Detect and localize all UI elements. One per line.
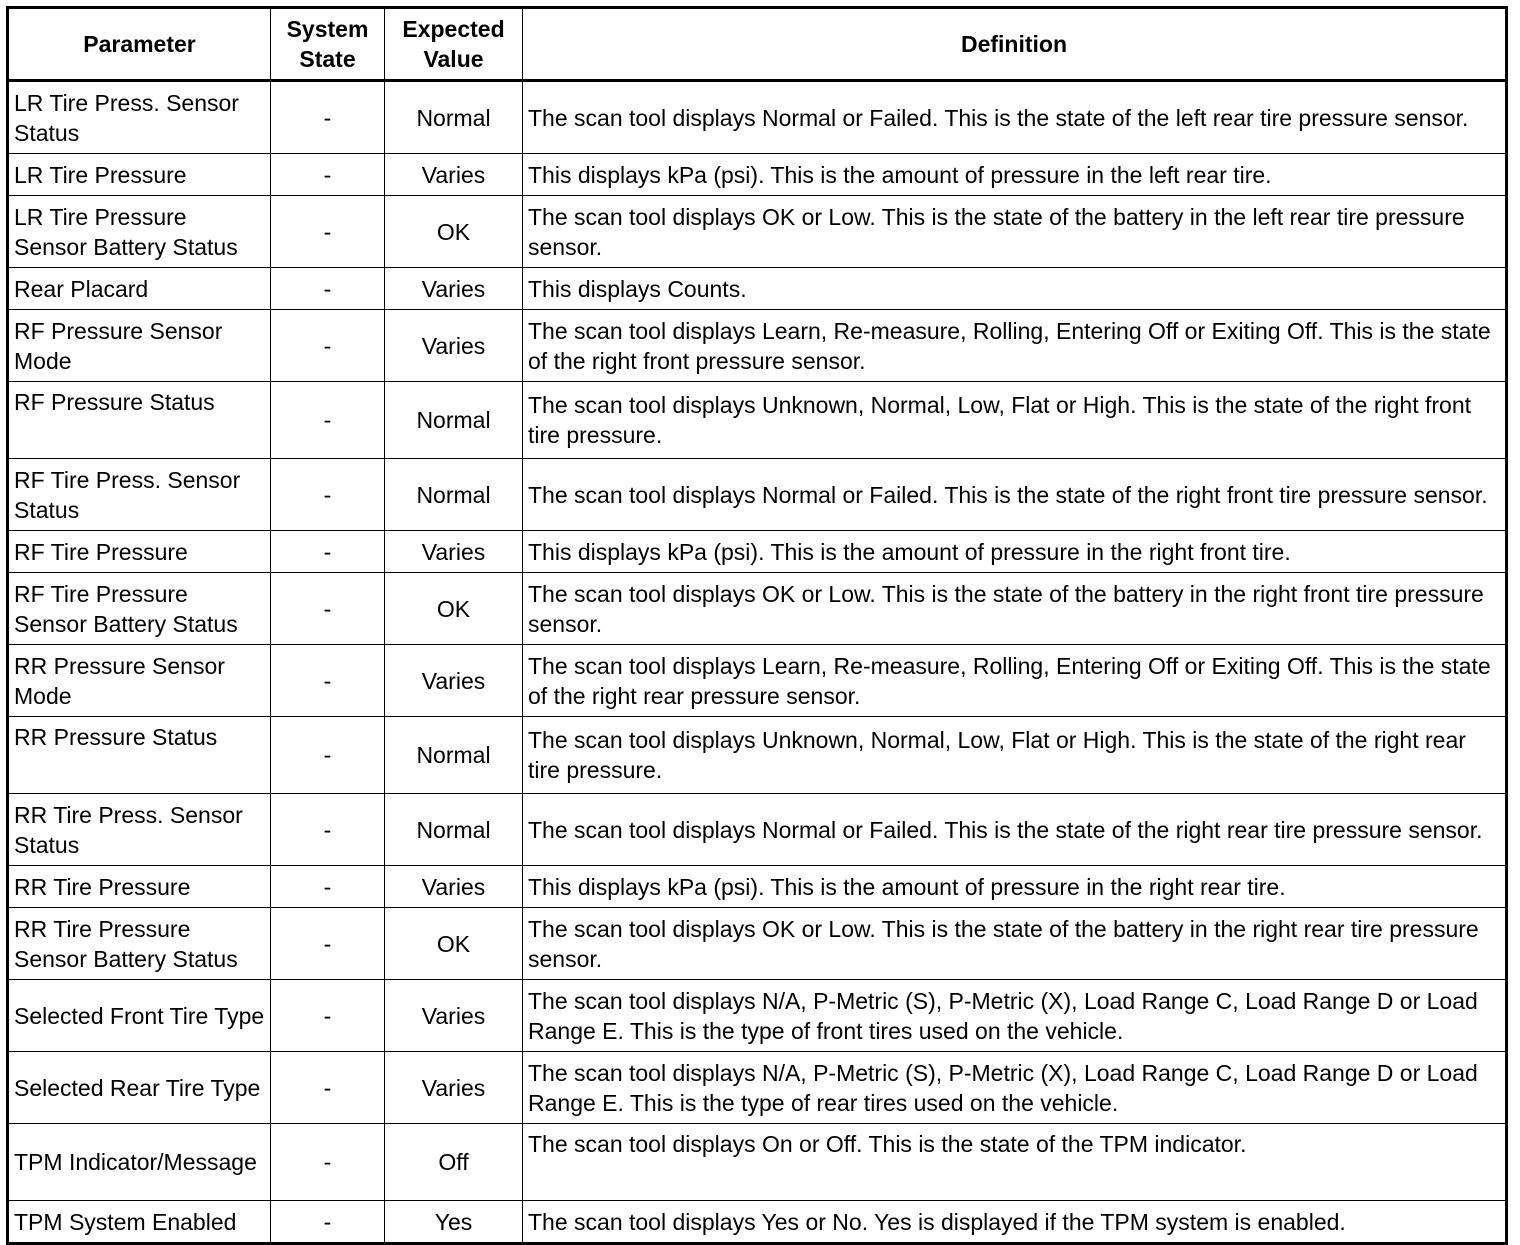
cell-parameter: RR Pressure Sensor Mode [8,645,271,717]
cell-parameter: RF Pressure Sensor Mode [8,310,271,382]
cell-parameter: TPM System Enabled [8,1201,271,1244]
cell-definition: This displays kPa (psi). This is the amount of pressure in the right front tire. [523,531,1507,573]
table-row [8,196,1507,268]
cell-system-state: - [271,573,385,645]
table-row [8,1201,1507,1244]
table-row [8,908,1507,980]
cell-definition: The scan tool displays Normal or Failed. This is the state of the right rear tire pressure sensor. [523,794,1507,866]
cell-system-state: - [271,196,385,268]
cell-definition: The scan tool displays Unknown, Normal, Low, Flat or High. This is the state of the right rear tire pressure. [523,717,1507,794]
cell-parameter: RR Pressure Status [8,717,271,794]
header-system-state: System State [271,8,385,81]
table-row [8,980,1507,1052]
cell-expected-value: Normal [385,794,523,866]
cell-expected-value: Varies [385,1052,523,1124]
table-row [8,717,1507,794]
cell-definition: This displays kPa (psi). This is the amount of pressure in the left rear tire. [523,154,1507,196]
table-row [8,645,1507,717]
table-row [8,573,1507,645]
cell-system-state: - [271,1052,385,1124]
cell-system-state: - [271,310,385,382]
cell-system-state: - [271,268,385,310]
table-row [8,794,1507,866]
cell-parameter: TPM Indicator/Message [8,1124,271,1201]
table-row [8,154,1507,196]
cell-expected-value: Normal [385,81,523,154]
cell-definition: This displays Counts. [523,268,1507,310]
cell-parameter: RR Tire Pressure Sensor Battery Status [8,908,271,980]
cell-system-state: - [271,1201,385,1244]
cell-expected-value: Off [385,1124,523,1201]
cell-parameter: Selected Rear Tire Type [8,1052,271,1124]
cell-system-state: - [271,980,385,1052]
cell-parameter: LR Tire Pressure [8,154,271,196]
cell-expected-value: OK [385,573,523,645]
cell-expected-value: Normal [385,382,523,459]
header-parameter: Parameter [8,8,271,81]
cell-parameter: LR Tire Pressure Sensor Battery Status [8,196,271,268]
cell-parameter: LR Tire Press. Sensor Status [8,81,271,154]
cell-parameter: Rear Placard [8,268,271,310]
cell-system-state: - [271,531,385,573]
table-row [8,866,1507,908]
cell-expected-value: Varies [385,531,523,573]
cell-expected-value: Yes [385,1201,523,1244]
cell-system-state: - [271,154,385,196]
cell-definition: The scan tool displays OK or Low. This is the state of the battery in the right rear tire pressure sensor. [523,908,1507,980]
cell-expected-value: Normal [385,717,523,794]
cell-definition: The scan tool displays Unknown, Normal, Low, Flat or High. This is the state of the right front tire pressure. [523,382,1507,459]
cell-parameter: RF Pressure Status [8,382,271,459]
cell-expected-value: Varies [385,645,523,717]
cell-expected-value: OK [385,196,523,268]
cell-expected-value: Varies [385,866,523,908]
cell-expected-value: Varies [385,154,523,196]
cell-definition: The scan tool displays Normal or Failed. This is the state of the left rear tire pressure sensor. [523,81,1507,154]
cell-system-state: - [271,81,385,154]
table-row [8,310,1507,382]
header-row [8,8,1507,81]
cell-definition: The scan tool displays N/A, P-Metric (S), P-Metric (X), Load Range C, Load Range D or Load Range E. This is the type of rear tires used on the vehicle. [523,1052,1507,1124]
cell-parameter: RR Tire Press. Sensor Status [8,794,271,866]
cell-system-state: - [271,1124,385,1201]
table-row [8,459,1507,531]
parameter-table [6,6,1508,1245]
cell-definition: The scan tool displays Learn, Re-measure, Rolling, Entering Off or Exiting Off. This is the state of the right front pressure sensor. [523,310,1507,382]
header-definition: Definition [523,8,1507,81]
cell-expected-value: Varies [385,980,523,1052]
cell-expected-value: Varies [385,310,523,382]
cell-parameter: RF Tire Pressure Sensor Battery Status [8,573,271,645]
table-row [8,1124,1507,1201]
table-row [8,81,1507,154]
header-expected-value: Expected Value [385,8,523,81]
cell-system-state: - [271,794,385,866]
table-row [8,1052,1507,1124]
cell-system-state: - [271,645,385,717]
cell-system-state: - [271,908,385,980]
table-row [8,382,1507,459]
table-row [8,531,1507,573]
cell-definition: The scan tool displays Yes or No. Yes is displayed if the TPM system is enabled. [523,1201,1507,1244]
cell-parameter: Selected Front Tire Type [8,980,271,1052]
cell-expected-value: Varies [385,268,523,310]
cell-system-state: - [271,717,385,794]
cell-parameter: RR Tire Pressure [8,866,271,908]
cell-definition: The scan tool displays On or Off. This is the state of the TPM indicator. [523,1124,1507,1201]
cell-definition: The scan tool displays Learn, Re-measure, Rolling, Entering Off or Exiting Off. This is the state of the right rear pressure sensor. [523,645,1507,717]
cell-parameter: RF Tire Press. Sensor Status [8,459,271,531]
table-row [8,268,1507,310]
cell-system-state: - [271,382,385,459]
cell-expected-value: OK [385,908,523,980]
cell-definition: The scan tool displays N/A, P-Metric (S), P-Metric (X), Load Range C, Load Range D or Load Range E. This is the type of front tires used on the vehicle. [523,980,1507,1052]
cell-system-state: - [271,459,385,531]
cell-definition: This displays kPa (psi). This is the amount of pressure in the right rear tire. [523,866,1507,908]
cell-definition: The scan tool displays OK or Low. This is the state of the battery in the right front tire pressure sensor. [523,573,1507,645]
cell-definition: The scan tool displays Normal or Failed. This is the state of the right front tire pressure sensor. [523,459,1507,531]
cell-expected-value: Normal [385,459,523,531]
cell-system-state: - [271,866,385,908]
cell-definition: The scan tool displays OK or Low. This is the state of the battery in the left rear tire pressure sensor. [523,196,1507,268]
cell-parameter: RF Tire Pressure [8,531,271,573]
